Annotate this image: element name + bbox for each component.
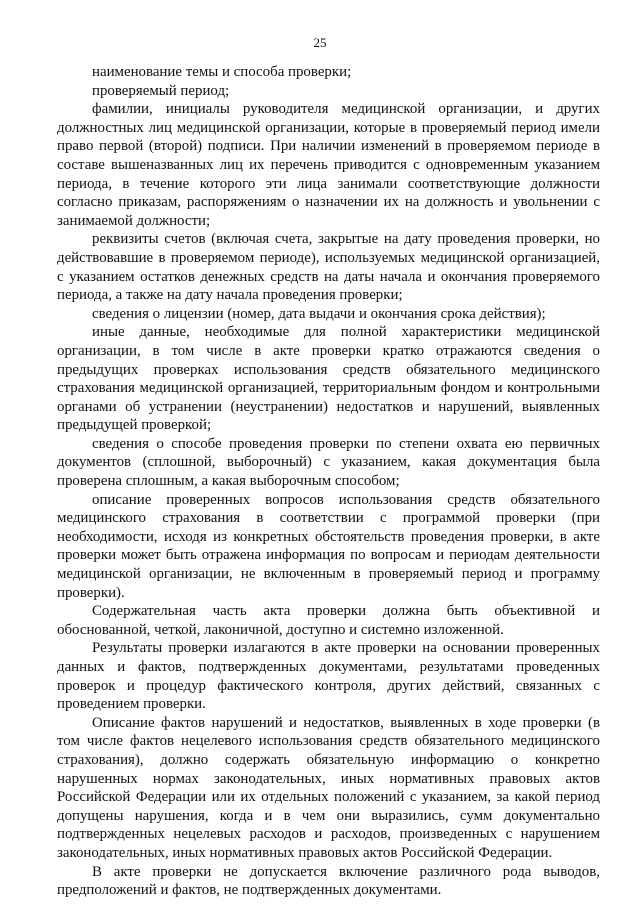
paragraph-topic: наименование темы и способа проверки; <box>92 64 352 80</box>
paragraph-questions: описание проверенных вопросов использования средств обязательного медицинского страхования в соответствии с программой проверки (при необходимости, исходя из конкретных обстоятельств проведения проверки, в акте проверки может быть отражена информация по вопросам и периодам деятельности медицинской организации, не включенным в проверяемый период и программу проверки). <box>57 491 600 601</box>
paragraph-method: сведения о способе проведения проверки по степени охвата ею первичных документов (сплошной, выборочный) с указанием, какая документация была проверена сплошным, а какая выборочным способом; <box>57 435 600 490</box>
paragraph-period: проверяемый период; <box>92 82 230 99</box>
paragraph-license: сведения о лицензии (номер, дата выдачи и окончания срока действия); <box>92 305 546 322</box>
paragraph-prohibition: В акте проверки не допускается включение различного рода выводов, предположений и фактов, не подтвержденных документами. <box>57 863 600 899</box>
paragraph-accounts: реквизиты счетов (включая счета, закрытые на дату проведения проверки, но действовавшие в проверяемом периоде), используемых медицинской организацией, с указанием остатков денежных средств на даты начала и окончания проверяемого периода, а также на дату начала проведения проверки; <box>57 231 600 304</box>
paragraph-other-data: иные данные, необходимые для полной характеристики медицинской организации, в том числе в акте проверки кратко отражаются сведения о предыдущих проверках использования средств обязательного медицинского страхования медицинской организацией, территориальным фондом и контрольными органами об устранении (неустранении) недостатков и нарушений, выявленных предыдущей проверкой; <box>57 324 600 434</box>
paragraph-content: Содержательная часть акта проверки должна быть объективной и обоснованной, четкой, лаконичной, доступно и системно изложенной. <box>57 603 600 638</box>
document-body <box>57 63 600 900</box>
page-number: 25 <box>313 35 327 50</box>
paragraph-results: Результаты проверки излагаются в акте проверки на основании проверенных данных и фактов, подтвержденных документами, результатами проведенных проверок и процедур фактического контроля, других действий, связанных с проведением проверки. <box>57 640 600 713</box>
paragraph-officials: фамилии, инициалы руководителя медицинской организации, и других должностных лиц медицинской организации, которые в проверяемый период имели право первой (второй) подписи. При наличии изменений в проверяемом периоде в составе вышеназванных лиц их перечень приводится с одновременным указанием периода, в течение которого эти лица занимали соответствующие должности согласно приказам, распоряжениям о назначении их на должность и увольнении с занимаемой должности; <box>57 101 600 229</box>
paragraph-violations: Описание фактов нарушений и недостатков, выявленных в ходе проверки (в том числе фактов нецелевого использования средств обязательного медицинского страхования), должно содержать обязательную информацию о конкретно нарушенных нормах законодательных, иных нормативных правовых актов Российской Федерации или их отдельных положений с указанием, за какой период допущены нарушения, когда и в чем они выразились, сумм документально подтвержденных нецелевых расходов и расходов, произведенных с нарушением законодательных, иных нормативных правовых актов Российской Федерации. <box>57 714 600 861</box>
